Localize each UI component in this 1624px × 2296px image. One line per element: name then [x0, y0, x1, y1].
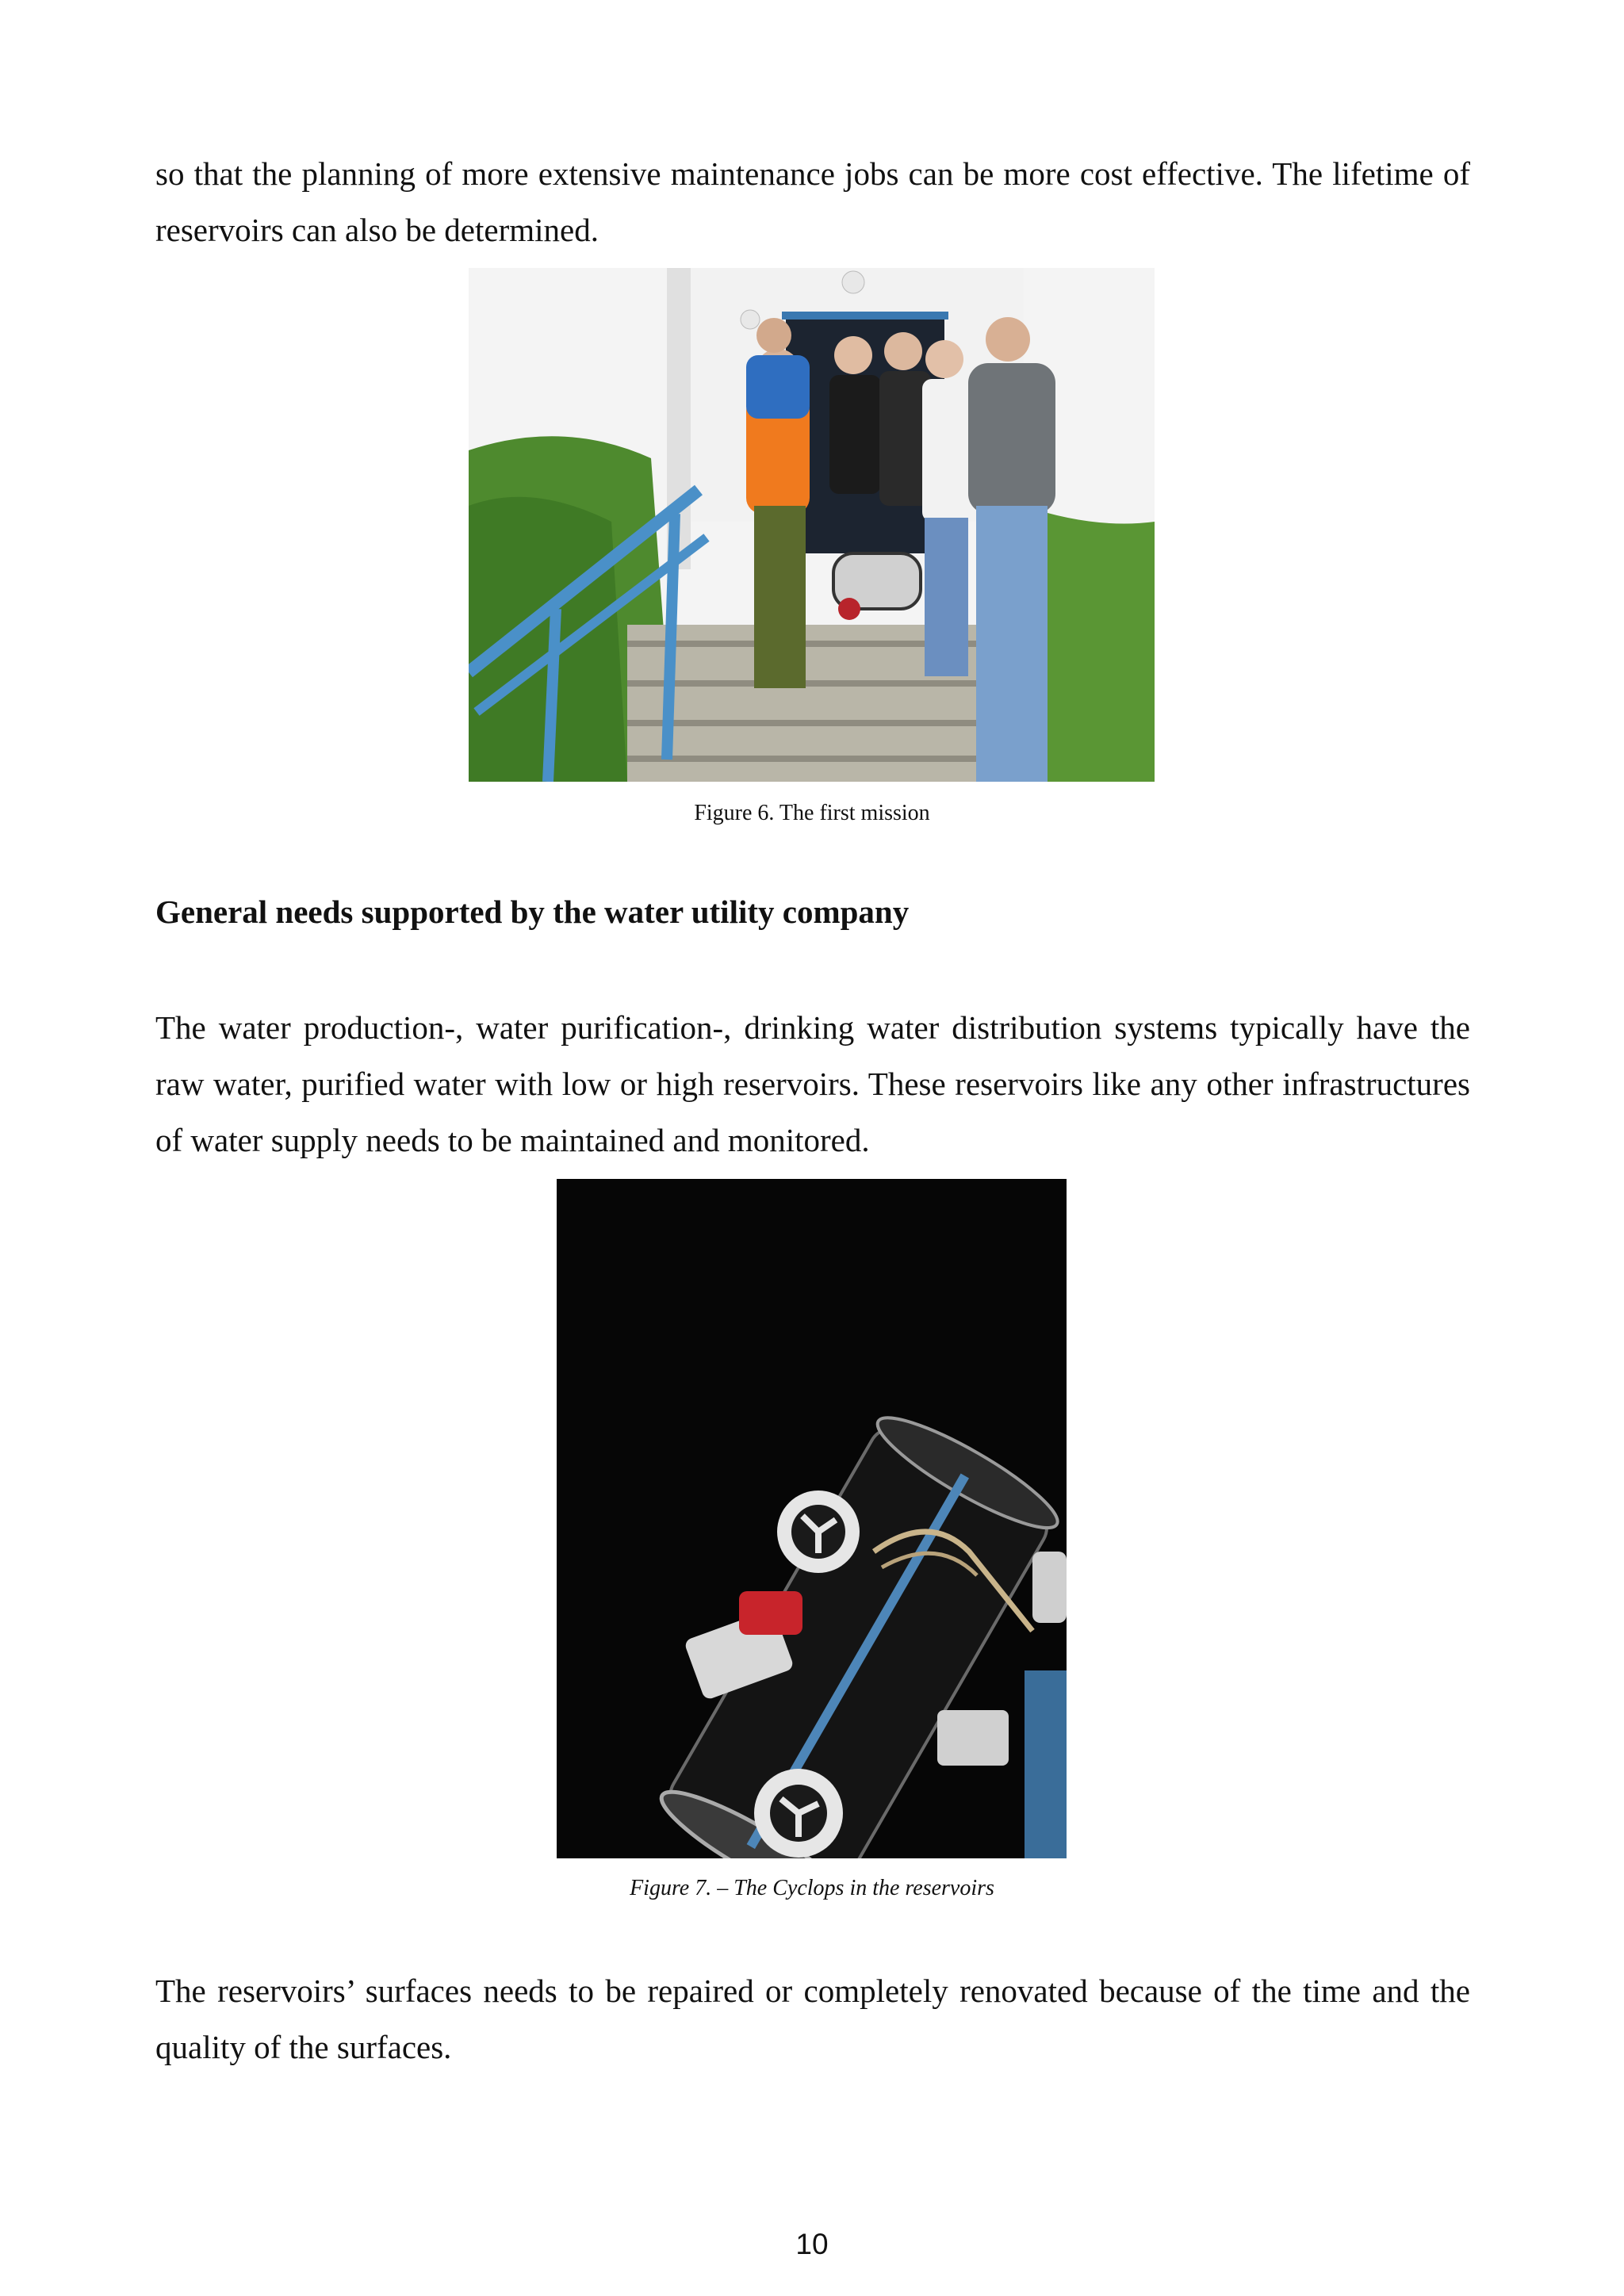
paragraph-middle: The water production-, water purification-, drinking water distribution systems typically have the raw water, purified water with low or high reservoirs. These reservoirs like any other infrastructures of water supply needs to be maintained and monitored. — [155, 1009, 1470, 1158]
figure-6-caption: Figure 6. The first mission — [694, 801, 930, 825]
paragraph-top: so that the planning of more extensive maintenance jobs can be more cost effective. The lifetime of reservoirs can also be determined. — [155, 155, 1470, 248]
figure-6-photo — [469, 268, 1155, 782]
photo-cyclops-rov — [557, 1179, 1067, 1858]
page-number: 10 — [795, 2228, 829, 2260]
figure-7-caption: Figure 7. – The Cyclops in the reservoirs — [630, 1876, 994, 1900]
section-heading: General needs supported by the water utility company — [155, 894, 910, 930]
figure-7-photo — [557, 1179, 1067, 1858]
photo-first-mission — [469, 268, 1155, 782]
paragraph-bottom: The reservoirs’ surfaces needs to be repaired or completely renovated because of the time and the quality of the surfaces. — [155, 1973, 1470, 2065]
